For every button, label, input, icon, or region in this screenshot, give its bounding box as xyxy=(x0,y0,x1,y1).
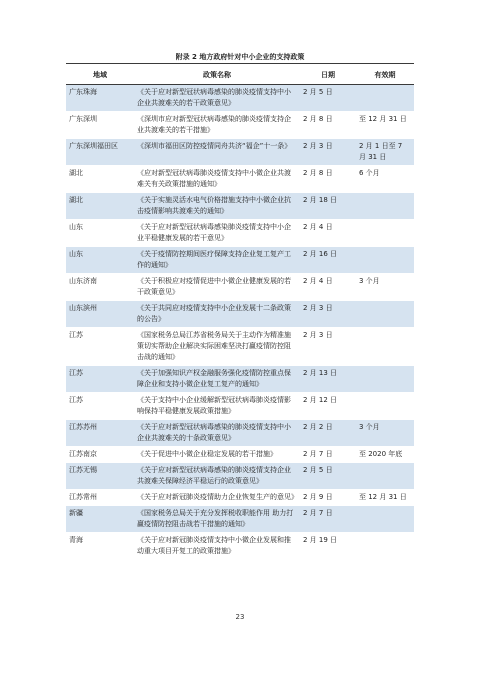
cell-policy-name: 《国家税务总局关于充分发挥税收职能作用 助力打赢疫情防控阻击战若干措施的通知》 xyxy=(134,506,300,533)
table-row xyxy=(66,274,414,301)
cell-validity xyxy=(356,393,414,420)
cell-validity xyxy=(356,506,414,533)
cell-validity xyxy=(356,85,414,112)
table-row xyxy=(66,247,414,274)
cell-region: 江苏 xyxy=(66,366,134,393)
cell-policy-name: 《关于应对新型冠状病毒感染的肺炎疫情支持企业共渡难关保障经济平稳运行的政策意见》 xyxy=(134,463,300,490)
cell-region: 山东 xyxy=(66,247,134,274)
cell-validity: 至 12 月 31 日 xyxy=(356,490,414,506)
cell-date: 2 月 2 日 xyxy=(300,420,356,447)
page-number: 23 xyxy=(235,613,245,621)
cell-validity: 至 2020 年底 xyxy=(356,447,414,463)
cell-region: 江苏无锡 xyxy=(66,463,134,490)
cell-policy-name: 《关于共同应对疫情支持中小企业发展十二条政策的公告》 xyxy=(134,301,300,328)
cell-region: 山东济南 xyxy=(66,274,134,301)
appendix-title: 附录 2 地方政府针对中小企业的支持政策 xyxy=(175,53,305,61)
cell-validity xyxy=(356,463,414,490)
table-row xyxy=(66,85,414,112)
cell-date: 2 月 3 日 xyxy=(300,301,356,328)
cell-region: 广东深圳 xyxy=(66,112,134,139)
cell-policy-name: 《深圳市福田区防控疫情同舟共济“福企”十一条》 xyxy=(134,139,300,166)
cell-validity xyxy=(356,366,414,393)
cell-region: 江苏南京 xyxy=(66,447,134,463)
cell-date: 2 月 9 日 xyxy=(300,490,356,506)
cell-policy-name: 《关于应对新型冠状病毒感染的肺炎疫情支持中小企业共渡难关的十条政策意见》 xyxy=(134,420,300,447)
table-row xyxy=(66,420,414,447)
cell-policy-name: 《关于应对新冠肺炎疫情支持中小微企业发展和推动重大项目开复工的政策措施》 xyxy=(134,533,300,560)
policy-table xyxy=(66,66,414,560)
cell-policy-name: 《深圳市应对新型冠状病毒感染的肺炎疫情支持企业共渡难关的若干措施》 xyxy=(134,112,300,139)
table-row xyxy=(66,328,414,366)
cell-validity xyxy=(356,328,414,366)
cell-policy-name: 《关于加强知识产权金融服务强化疫情防控重点保障企业和支持小微企业复工复产的通知》 xyxy=(134,366,300,393)
cell-policy-name: 《应对新型冠状病毒肺炎疫情支持中小微企业共渡难关有关政策措施的通知》 xyxy=(134,166,300,193)
table-row xyxy=(66,366,414,393)
cell-policy-name: 《关于应对新冠肺炎疫情助力企业恢复生产的意见》 xyxy=(134,490,300,506)
cell-region: 青海 xyxy=(66,533,134,560)
cell-policy-name: 《关于应对新型冠状病毒感染肺炎疫情支持中小企业平稳健康发展的若干意见》 xyxy=(134,220,300,247)
cell-region: 广东珠海 xyxy=(66,85,134,112)
cell-validity: 3 个月 xyxy=(356,420,414,447)
cell-policy-name: 《关于应对新型冠状病毒感染的肺炎疫情支持中小企业共渡难关的若干政策意见》 xyxy=(134,85,300,112)
cell-policy-name: 《关于促进中小微企业稳定发展的若干措施》 xyxy=(134,447,300,463)
table-row xyxy=(66,139,414,166)
cell-date: 2 月 8 日 xyxy=(300,166,356,193)
cell-policy-name: 《关于实施灵活水电气价格措施支持中小微企业抗击疫情影响共渡难关的通知》 xyxy=(134,193,300,220)
cell-date: 2 月 4 日 xyxy=(300,220,356,247)
header-validity: 有效期 xyxy=(356,66,414,85)
cell-policy-name: 《关于疫情防控期间医疗保障支持企业复工复产工作的通知》 xyxy=(134,247,300,274)
cell-policy-name: 《关于积极应对疫情促进中小微企业健康发展的若干政策意见》 xyxy=(134,274,300,301)
table-row xyxy=(66,506,414,533)
cell-date: 2 月 7 日 xyxy=(300,447,356,463)
cell-validity: 6 个月 xyxy=(356,166,414,193)
header-date: 日期 xyxy=(300,66,356,85)
table-row xyxy=(66,490,414,506)
cell-region: 江苏 xyxy=(66,393,134,420)
cell-region: 广东深圳福田区 xyxy=(66,139,134,166)
cell-date: 2 月 18 日 xyxy=(300,193,356,220)
cell-date: 2 月 3 日 xyxy=(300,328,356,366)
cell-region: 江苏 xyxy=(66,328,134,366)
cell-region: 山东滨州 xyxy=(66,301,134,328)
cell-validity xyxy=(356,301,414,328)
cell-validity xyxy=(356,220,414,247)
cell-region: 新疆 xyxy=(66,506,134,533)
cell-region: 江苏常州 xyxy=(66,490,134,506)
cell-region: 山东 xyxy=(66,220,134,247)
cell-date: 2 月 19 日 xyxy=(300,533,356,560)
cell-validity xyxy=(356,533,414,560)
cell-validity: 2 月 1 日至 7 月 31 日 xyxy=(356,139,414,166)
table-row xyxy=(66,112,414,139)
table-row xyxy=(66,463,414,490)
table-row xyxy=(66,301,414,328)
cell-date: 2 月 12 日 xyxy=(300,393,356,420)
cell-region: 江苏苏州 xyxy=(66,420,134,447)
cell-region: 湖北 xyxy=(66,166,134,193)
table-row xyxy=(66,533,414,560)
cell-validity xyxy=(356,193,414,220)
header-policy-name: 政策名称 xyxy=(134,66,300,85)
table-row xyxy=(66,447,414,463)
cell-date: 2 月 3 日 xyxy=(300,139,356,166)
table-row xyxy=(66,166,414,193)
cell-date: 2 月 8 日 xyxy=(300,112,356,139)
cell-date: 2 月 16 日 xyxy=(300,247,356,274)
table-header-row xyxy=(66,66,414,85)
cell-date: 2 月 5 日 xyxy=(300,463,356,490)
table-row xyxy=(66,393,414,420)
cell-validity xyxy=(356,247,414,274)
table-top-rule xyxy=(66,63,414,64)
cell-region: 湖北 xyxy=(66,193,134,220)
table-row xyxy=(66,220,414,247)
table-row xyxy=(66,193,414,220)
cell-policy-name: 《国家税务总局江苏省税务局关于主动作为精准施策切实帮助企业解决实际困难坚决打赢疫情防控阻击战的通知》 xyxy=(134,328,300,366)
cell-date: 2 月 7 日 xyxy=(300,506,356,533)
cell-date: 2 月 13 日 xyxy=(300,366,356,393)
cell-date: 2 月 5 日 xyxy=(300,85,356,112)
header-region: 地域 xyxy=(66,66,134,85)
cell-date: 2 月 4 日 xyxy=(300,274,356,301)
cell-validity: 至 12 月 31 日 xyxy=(356,112,414,139)
cell-policy-name: 《关于支持中小企业缓解新型冠状病毒肺炎疫情影响保持平稳健康发展政策措施》 xyxy=(134,393,300,420)
cell-validity: 3 个月 xyxy=(356,274,414,301)
